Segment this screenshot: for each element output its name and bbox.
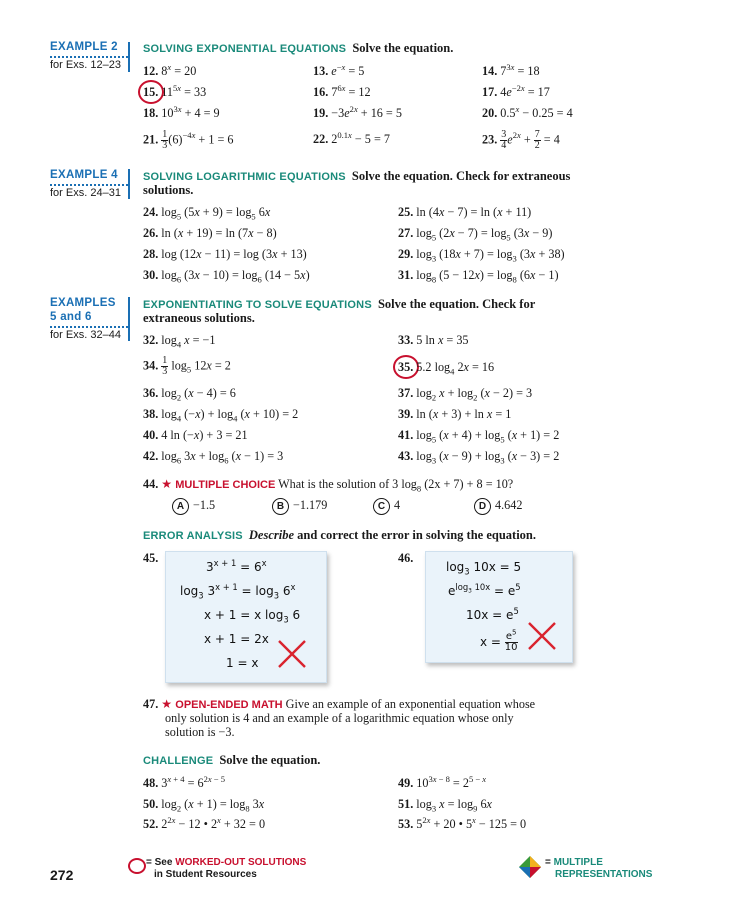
problem-number: 34. [143,358,159,373]
choice[interactable] [172,498,215,515]
problem: 51. $\log_3 x = \log_9 6x$ [398,797,492,814]
section-instructions-italic: Describe [248,528,294,542]
problem: 48. $3^{x + 4} = 6^{2x - 5}$ [143,773,225,790]
problem-number: 46. [398,551,414,565]
problem-number: 18. [143,106,159,120]
problem-number: 30. [143,268,159,282]
footer-worked-solutions [146,857,306,868]
problem-number: 15. [143,85,159,99]
work-line: x + 1 = x $\log_3 6$ [204,608,301,625]
problem: 38. $\log_4 (-x) + \log_4 (x + 10) = 2$ [143,407,299,424]
problem-number: 44. [143,477,159,491]
problem: 50. $\log_2 (x + 1) = \log_8 3x$ [143,797,265,814]
footer-multiple-label: MULTIPLE [553,857,603,868]
choice[interactable] [474,498,522,515]
section-title: ERROR ANALYSIS [143,530,243,542]
problem: 32. $\log_4 x = -1$ [143,333,216,350]
work-line: $3^{x + 1} = 6^x$ [206,558,267,574]
problem-number: 51. [398,797,414,811]
error-x-icon [276,638,308,670]
problem-number: 24. [143,205,159,219]
problem-multiple-choice [143,477,513,492]
problem: 25. ln (4x − 7) = ln (x + 11) [398,205,532,219]
problem: 52. $2^{2x} - 12$ • $2^x + 32 = 0$ [143,814,266,831]
problem: 31. $\log_8 (5 - 12x) = \log_8 (6x - 1)$ [398,268,559,285]
problem-number: 20. [482,106,498,120]
problem: 22. $2^{0.1x} - 5 = 7$ [313,129,390,146]
footer-eq: = [545,857,554,868]
choice-value: −1.5 [193,498,216,512]
footer-worked: WORKED-OUT SOLUTIONS [175,857,307,868]
problem: 33. 5 ln x = 35 [398,333,469,347]
section-instructions: Solve the equation. Check for extraneous [351,169,571,183]
footer-multiple [545,857,603,868]
choice-letter: B [272,498,289,515]
section-instructions: extraneous solutions. [143,311,255,325]
work-line: $10x = e^5$ [466,606,519,622]
problem: 14. $7^{3x} = 18$ [482,61,540,78]
sidebar-ref: for Exs. 32–44 [50,329,121,341]
problem-number: 22. [313,132,329,146]
problem: 30. $\log_6 (3x - 10) = \log_6 (14 - 5x)$ [143,268,310,285]
choice-letter: C [373,498,390,515]
problem: 35. 5.2 $\log_4 2x = 16$ [398,360,495,377]
problem-number: 16. [313,85,329,99]
problem-number: 12. [143,64,159,78]
problem-number: 14. [482,64,498,78]
problem-number: 32. [143,333,159,347]
problem: 27. $\log_5 (2x - 7) = \log_5 (3x - 9)$ [398,226,553,243]
problem-number: 43. [398,449,414,463]
problem: 21. $\frac{1}{3}$ $(6)^{-4x} + 1 = 6$ [143,129,234,151]
problem: 18. $10^{3x} + 4 = 9$ [143,103,220,120]
worked-solution-circle-icon [128,858,146,874]
problem-number: 50. [143,797,159,811]
problem-number: 45. [143,551,159,565]
section-instructions-rest: and correct the error in solving the equation. [297,528,536,542]
problem-text: solution is −3. [165,725,235,739]
problem-number: 40. [143,428,159,442]
choice[interactable] [373,498,400,515]
problem-number: 17. [482,85,498,99]
problem: 29. $\log_3 (18x + 7) = \log_3 (3x + 38)$ [398,247,565,264]
error-analysis-note-45 [165,551,327,683]
section-instructions: Solve the equation. [219,753,321,767]
error-analysis-note-46 [425,551,573,663]
choice[interactable] [272,498,327,515]
problem-number: 47. [143,697,159,711]
section-instructions: Solve the equation. [352,41,454,55]
work-line: $\log_3 3^{x + 1} = \log_3 6^x$ [180,582,296,601]
divider [50,184,128,186]
question-text: What is the solution of 3 log [278,477,417,491]
section-title: SOLVING LOGARITHMIC EQUATIONS [143,171,346,183]
problem: 34. $\frac{1}{3}$ $\log_5 12x = 2$ [143,355,231,377]
problem-number: 31. [398,268,414,282]
footer-see: = See [146,857,173,868]
work-line: $e^{log_3 10x} = e^5$ [448,582,521,598]
problem-number: 53. [398,817,414,831]
section-heading [143,169,570,184]
problem: 42. $\log_6 3x + \log_6 (x - 1) = 3$ [143,449,284,466]
choice-letter: D [474,498,491,515]
choice-letter: A [172,498,189,515]
sidebar-ref: for Exs. 24–31 [50,187,121,199]
divider [128,169,130,199]
problem-open-ended [143,697,535,712]
problem-number: 49. [398,776,414,790]
choice-value: 4 [394,498,401,512]
star-icon: ★ [161,697,173,711]
problem-number: 13. [313,64,329,78]
problem-text: only solution is 4 and an example of a logarithmic equation whose only [165,711,514,725]
problem: 20. $0.5^x - 0.25 = 4$ [482,103,573,120]
problem: 16. $7^{6x} = 12$ [313,82,371,99]
problem-number: 36. [143,386,159,400]
problem: 28. log (12x − 11) = log (3x + 13) [143,247,307,261]
problem: 17. $4e^{-2x} = 17$ [482,82,550,99]
sidebar-examples: EXAMPLES [50,297,116,309]
problem-number: 29. [398,247,414,261]
problem: 43. $\log_3 (x - 9) + \log_3 (x - 3) = 2$ [398,449,560,466]
problem-number: 27. [398,226,414,240]
problem-text: Give an example of an exponential equation whose [285,697,536,711]
problem: 36. $\log_2 (x - 4) = 6$ [143,386,236,403]
problem: 53. $5^{2x} + 20$ • $5^x - 125 = 0$ [398,814,527,831]
problem: 19. $-3e^{2x} + 16 = 5$ [313,103,402,120]
problem-number: 19. [313,106,329,120]
problem-number: 48. [143,776,159,790]
problem-number: 37. [398,386,414,400]
problem: 26. ln (x + 19) = ln (7x − 8) [143,226,277,240]
section-instructions: solutions. [143,183,194,197]
problem: 13. $e^{-x} = 5$ [313,61,365,78]
work-line: 1 = x [226,656,259,670]
divider [128,42,130,72]
section-instructions: Solve the equation. Check for [377,297,536,311]
problem-number: 41. [398,428,414,442]
divider [128,297,130,341]
section-heading [143,297,535,312]
work-line: x + 1 = 2x [204,632,269,646]
problem-number: 35. [398,360,414,374]
footer-student-resources: in Student Resources [154,869,257,880]
problem-number: 38. [143,407,159,421]
problem: 24. $\log_5 (5x + 9) = \log_5 6x$ [143,205,271,222]
problem-number: 42. [143,449,159,463]
work-line: $\log_3 10x = 5$ [446,560,522,577]
problem: 12. $8^x = 20$ [143,61,197,78]
problem: 41. $\log_5 (x + 4) + \log_5 (x + 1) = 2$ [398,428,560,445]
page-number: 272 [50,867,74,883]
section-heading [143,41,453,56]
work-line: x = $\frac{e^5}{10}$ [480,628,518,653]
divider [50,326,128,328]
problem-number: 26. [143,226,159,240]
footer-representations: REPRESENTATIONS [555,869,653,880]
divider [50,56,128,58]
sidebar-examples: 5 and 6 [50,311,92,323]
choice-value: 4.642 [495,498,523,512]
open-ended-label: OPEN-ENDED MATH [175,699,283,711]
problem-number: 21. [143,132,159,147]
section-instructions [249,528,536,542]
problem-number: 23. [482,132,498,147]
problem-number: 28. [143,247,159,261]
problem: 49. $10^{3x - 8} = 2^{5 - x}$ [398,773,487,790]
choice-value: −1.179 [293,498,328,512]
problem: 40. 4 ln (−x) + 3 = 21 [143,428,248,442]
section-title: CHALLENGE [143,755,214,767]
problem-number: 33. [398,333,414,347]
problem-number: 52. [143,817,159,831]
problem-number: 25. [398,205,414,219]
sidebar-ref: for Exs. 12–23 [50,59,121,71]
section-title: EXPONENTIATING TO SOLVE EQUATIONS [143,299,372,311]
multiple-choice-label: MULTIPLE CHOICE [175,479,276,491]
star-icon: ★ [161,477,173,491]
problem: 37. $\log_2 x + \log_2 (x - 2) = 3$ [398,386,533,403]
multiple-representations-icon [519,856,541,878]
section-heading [143,753,320,768]
section-heading [143,528,536,543]
problem-number: 39. [398,407,414,421]
problem: 15. $11^{5x} = 33$ [143,82,207,99]
section-title: SOLVING EXPONENTIAL EQUATIONS [143,43,347,55]
sidebar-example-2: EXAMPLE 2 [50,41,118,53]
problem: 39. ln (x + 3) + ln x = 1 [398,407,512,421]
log-base: 8 [416,483,422,494]
error-x-icon [526,620,558,652]
question-text: (2x + 7) + 8 = 10? [424,477,514,491]
sidebar-example-4: EXAMPLE 4 [50,169,118,181]
problem: 23. $\frac{3}{4}$ $e^{2x}$ + $\frac{7}{2}$ = 4 [482,129,560,151]
